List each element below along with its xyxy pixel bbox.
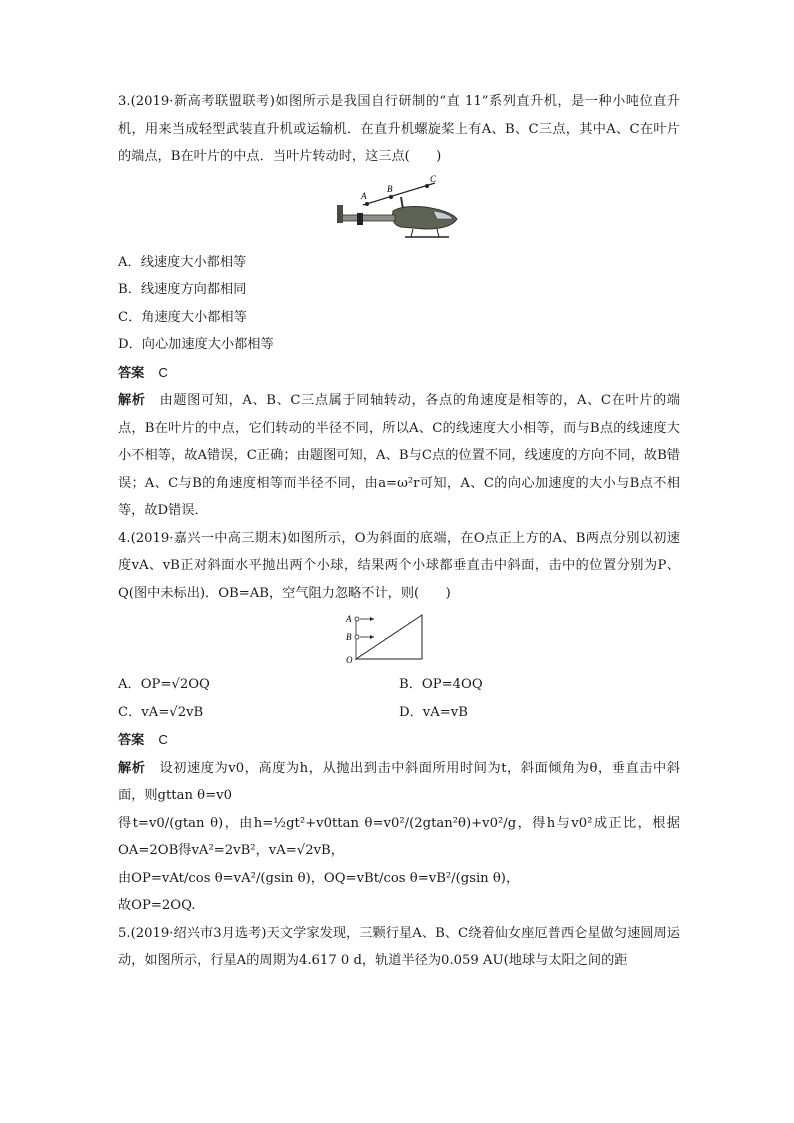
point-b-marker: [389, 195, 393, 199]
label-b: B: [387, 183, 393, 194]
label-b: B: [346, 632, 352, 642]
q3-analysis: 解析 由题图可知，A、B、C三点属于同轴转动，各点的角速度是相等的，A、C在叶片的端点，B在叶片的中点，它们转动的半径不同，所以A、C的线速度大小相等，而与B点的线速度大小不相等，故A错误，C正确；由题图可知，A、B与C点的位置不同，线速度的方向不同，故B错误；A、C与B的角速度相等而半径不同，由a=ω²r可知，A、C的向心加速度的大小与B点不相等，故D错误．: [118, 393, 680, 518]
helicopter-tail: [341, 215, 395, 221]
q4-analysis-line-3: 由OP=vAt/cos θ=vA²/(gsin θ)，OQ=vBt/cos θ=vB²/(gsin θ)，: [118, 870, 520, 886]
point-a-marker: [365, 202, 369, 206]
q4-answer: 答案 C: [118, 732, 168, 748]
label-a: A: [346, 614, 352, 624]
label-o: O: [346, 655, 353, 665]
q4-analysis-line-4: 故OP=2OQ.: [118, 898, 196, 913]
ball-a: [355, 617, 359, 621]
label-c: C: [430, 174, 437, 184]
q3-option-c: C．角速度大小都相等: [118, 309, 247, 325]
label-a: A: [361, 190, 367, 201]
q4-analysis: 解析 设初速度为v0，高度为h，从抛出到击中斜面所用时间为t，斜面倾角为θ，垂直击中斜面，则gttan θ=v0: [118, 760, 680, 803]
q3-option-a: A．线速度大小都相等: [118, 254, 247, 270]
q3-stem: 3.(2019·新高考联盟联考)如图所示是我国自行研制的“直 11”系列直升机，是一种小吨位直升机，用来当成轻型武装直升机或运输机．在直升机螺旋桨上有A、B、C三点，其中A、C在叶片的端点，B在叶片的中点．当叶片转动时，这三点( ): [118, 94, 680, 164]
q4-option-d: D．vA=vB: [399, 704, 468, 720]
q4-analysis-line-2: 得t=v0/(gtan θ)，由h=½gt²+v0ttan θ=v0²/(2gtan²θ)+v0²/g，得h与v0²成正比，根据OA=2OB得vA²=2vB²，vA=√2vB，: [118, 815, 680, 858]
ball-b: [355, 635, 359, 639]
q3-option-b: B．线速度方向都相同: [118, 282, 247, 297]
q4-option-b: B．OP=4OQ: [399, 677, 483, 692]
q3-answer: 答案 C: [118, 364, 168, 381]
q3-option-d: D．向心加速度大小都相等: [118, 337, 274, 352]
q5-stem: 5.(2019·绍兴市3月选考)天文学家发现，三颗行星A、B、C绕着仙女座厄普西仑星做匀速圆周运动，如图所示，行星A的周期为4.617 0 d，轨道半径为0.059 AU(地球与太阳之间的距: [118, 925, 680, 968]
q4-stem: 4.(2019·嘉兴一中高三期末)如图所示，O为斜面的底端，在O点正上方的A、B两点分别以初速度vA、vB正对斜面水平抛出两个小球，结果两个小球都垂直击中斜面，击中的位置分别为P、Q(图中未标出)．OB=AB，空气阻力忽略不计，则( ): [118, 530, 680, 601]
incline-figure: [344, 611, 454, 667]
document-page: [118, 88, 680, 975]
q4-option-c: C．vA=√2vB: [118, 704, 204, 720]
helicopter-figure: [333, 175, 465, 245]
q4-option-a: A．OP=√2OQ: [118, 677, 210, 692]
point-c-marker: [425, 184, 429, 188]
rotor-blade: [363, 183, 435, 205]
